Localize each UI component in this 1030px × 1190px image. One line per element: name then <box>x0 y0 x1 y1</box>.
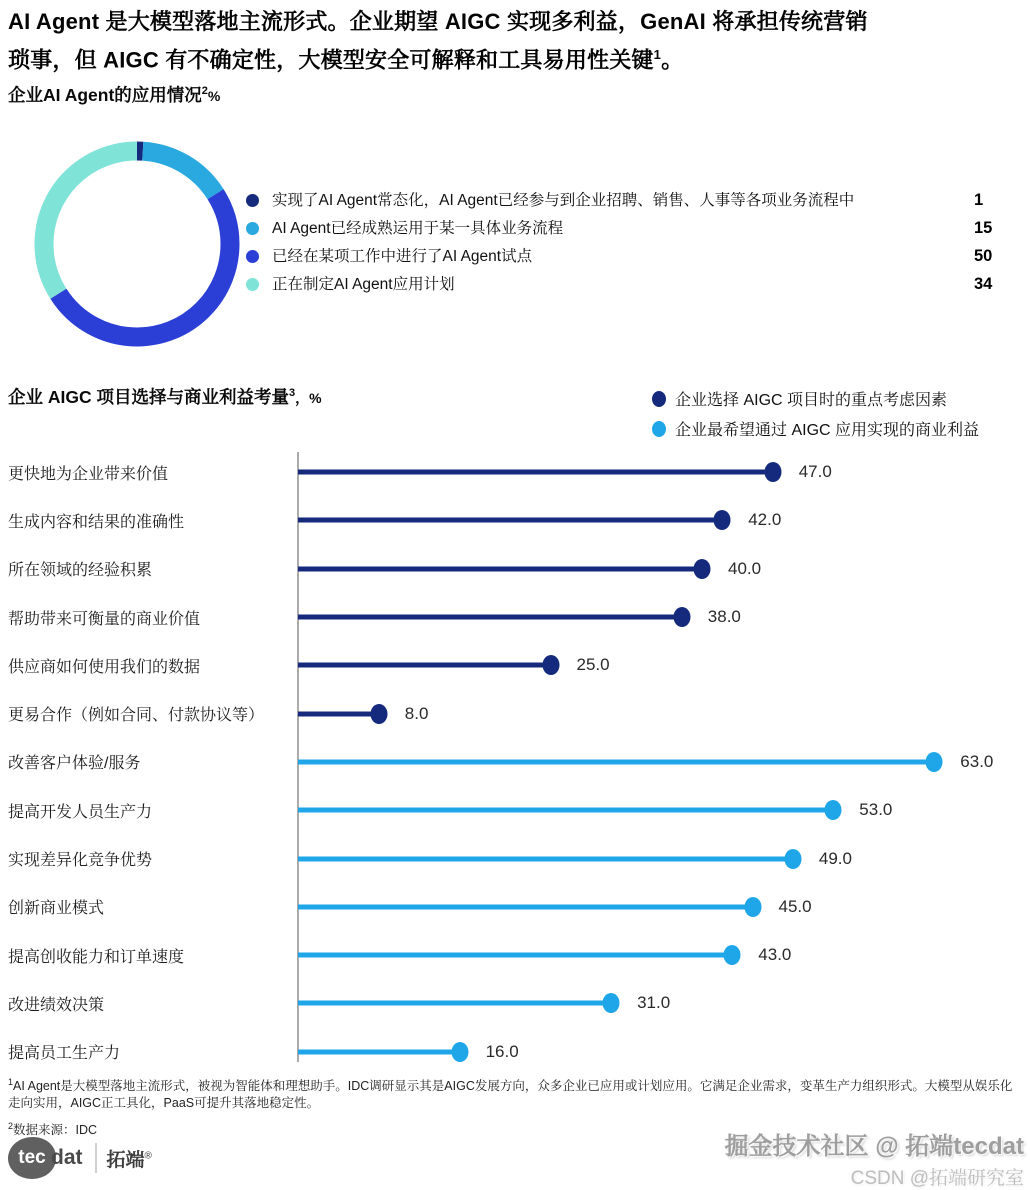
bar-value-label: 45.0 <box>778 896 812 916</box>
bar-chart-row <box>8 1028 1022 1076</box>
donut-legend-item <box>246 275 1004 294</box>
bar-value-label: 16.0 <box>485 1041 519 1061</box>
bar-plot-area <box>298 834 1022 882</box>
lollipop-stem <box>298 1049 460 1054</box>
lollipop-stem <box>298 904 753 909</box>
footnote-1: $^1$AI Agent是大模型落地主流形式，被视为智能体和理想助手。IDC调研显示其是AIGC发展方向，众多企业已应用或计划应用。它满足企业需求，变革生产力组织形式。大模型从娱乐化走向实用，AIGC正工具化，PaaS可提升其落地稳定性。 <box>8 1077 1013 1111</box>
lollipop-stem <box>298 808 833 813</box>
lollipop-dot <box>724 945 741 965</box>
lollipop-dot <box>784 849 801 869</box>
bar-legend-label: 企业选择 AIGC 项目时的重点考虑因素 <box>675 392 948 409</box>
bar-section-heading: 企业 AIGC 项目选择与商业利益考量$^3$，% <box>8 387 322 407</box>
bar-plot-area <box>298 641 1022 689</box>
bar-footnote-ref: 3 <box>288 387 296 400</box>
bar-category-label: 提高员工生产力 <box>8 1045 121 1063</box>
lollipop-dot <box>542 655 559 675</box>
bar-chart-row <box>8 545 1022 593</box>
donut-legend-dot-icon <box>246 250 259 263</box>
lollipop-stem <box>298 615 682 620</box>
lollipop-dot <box>694 559 711 579</box>
bar-category-label: 提高开发人员生产力 <box>8 803 153 821</box>
tecdat-logo <box>8 1137 152 1179</box>
bar-plot-area <box>298 496 1022 544</box>
lollipop-stem <box>298 759 934 764</box>
watermark-line2: CSDN @拓端研究室 <box>850 1168 1024 1189</box>
bar-plot-area <box>298 448 1022 496</box>
bar-plot-area <box>298 883 1022 931</box>
donut-legend-label: 已经在某项工作中进行了AI Agent试点 <box>272 248 533 265</box>
bar-plot-area <box>298 689 1022 737</box>
bar-value-label: 47.0 <box>798 462 832 482</box>
bar-chart-row <box>8 448 1022 496</box>
bar-value-label: 49.0 <box>818 848 852 868</box>
bar-chart-row <box>8 883 1022 931</box>
bar-chart-row <box>8 496 1022 544</box>
page-title-line1: AI Agent 是大模型落地主流形式。企业期望 AIGC 实现多利益，GenAI 将承担传统营销 <box>8 9 868 34</box>
bar-chart-legend <box>652 387 1028 447</box>
donut-legend-dot-icon <box>246 222 259 235</box>
lollipop-dot <box>370 704 387 724</box>
donut-legend-dot-icon <box>246 278 259 291</box>
donut-legend <box>246 191 1004 303</box>
bar-value-label: 38.0 <box>707 607 741 627</box>
donut-chart-wrap <box>31 138 243 350</box>
bar-category-label: 实现差异化竞争优势 <box>8 852 153 870</box>
bar-chart-row <box>8 979 1022 1027</box>
bar-chart-row <box>8 738 1022 786</box>
lollipop-dot <box>673 607 690 627</box>
bar-chart-row <box>8 593 1022 641</box>
bar-category-label: 更易合作（例如合同、付款协议等） <box>8 707 265 725</box>
lollipop-dot <box>714 510 731 530</box>
bar-chart-row <box>8 931 1022 979</box>
lollipop-dot <box>451 1042 468 1062</box>
bar-category-label: 生成内容和结果的准确性 <box>8 513 185 531</box>
tecdat-logo-cn: 拓端® <box>106 1149 152 1171</box>
lollipop-stem <box>298 518 722 523</box>
footnote-2: $^2$数据来源：IDC <box>8 1121 98 1138</box>
donut-legend-label: AI Agent已经成熟运用于某一具体业务流程 <box>272 220 564 237</box>
bar-category-label: 更快地为企业带来价值 <box>8 465 169 483</box>
bar-legend-label: 企业最希望通过 AIGC 应用实现的商业利益 <box>675 422 980 439</box>
donut-legend-value: 15 <box>974 219 993 237</box>
lollipop-stem <box>298 953 732 958</box>
bar-category-label: 改善客户体验/服务 <box>8 755 141 773</box>
donut-section-heading: 企业AI Agent的应用情况$^2$% <box>8 85 221 105</box>
lollipop-dot <box>926 752 943 772</box>
bar-value-label: 40.0 <box>728 558 762 578</box>
bar-plot-area <box>298 1028 1022 1076</box>
bar-category-label: 供应商如何使用我们的数据 <box>8 658 201 676</box>
bar-legend-item <box>652 417 1028 440</box>
bar-legend-dot-icon <box>652 391 666 407</box>
bar-category-label: 所在领域的经验积累 <box>8 562 153 580</box>
donut-legend-label: 实现了AI Agent常态化，AI Agent已经参与到企业招聘、销售、人事等各项业务流程中 <box>272 192 855 209</box>
tecdat-logo-dat: dat <box>51 1146 83 1169</box>
lollipop-dot <box>603 993 620 1013</box>
donut-legend-item <box>246 219 1004 238</box>
bar-legend-item <box>652 387 1028 410</box>
lollipop-dot <box>744 897 761 917</box>
donut-legend-value: 50 <box>974 247 993 265</box>
watermark-line1: 掘金技术社区 @ 拓端tecdat <box>724 1133 1024 1160</box>
bar-value-label: 25.0 <box>576 655 610 675</box>
bar-plot-area <box>298 545 1022 593</box>
title-footnote-ref: 1 <box>653 47 662 62</box>
lollipop-dot <box>764 462 781 482</box>
logo-divider <box>95 1143 97 1173</box>
bar-plot-area <box>298 786 1022 834</box>
bar-legend-dot-icon <box>652 421 666 437</box>
bar-value-label: 43.0 <box>758 945 792 965</box>
bar-value-label: 63.0 <box>960 751 994 771</box>
bar-plot-area <box>298 593 1022 641</box>
bar-chart-row <box>8 834 1022 882</box>
bar-plot-area <box>298 979 1022 1027</box>
bar-category-label: 创新商业模式 <box>8 900 105 918</box>
bar-category-label: 帮助带来可衡量的商业价值 <box>8 610 201 628</box>
bar-category-label: 改进绩效决策 <box>8 996 105 1014</box>
donut-footnote-ref: 2 <box>201 85 208 98</box>
bar-chart-row <box>8 641 1022 689</box>
lollipop-dot <box>825 800 842 820</box>
donut-legend-value: 34 <box>974 275 993 293</box>
donut-legend-item <box>246 247 1004 266</box>
bar-value-label: 31.0 <box>637 993 671 1013</box>
donut-legend-item <box>246 191 1004 210</box>
lollipop-stem <box>298 470 773 475</box>
watermark <box>725 1126 1024 1190</box>
bar-value-label: 42.0 <box>748 510 782 530</box>
bar-plot-area <box>298 738 1022 786</box>
bar-value-label: 53.0 <box>859 800 893 820</box>
page-title-line2: 琐事，但 AIGC 有不确定性，大模型安全可解释和工具易用性关键 <box>8 47 654 73</box>
lollipop-stem <box>298 566 702 571</box>
donut-legend-value: 1 <box>974 191 984 209</box>
tecdat-logo-blob: tec <box>8 1137 56 1179</box>
donut-legend-dot-icon <box>246 194 259 207</box>
bar-chart-row <box>8 689 1022 737</box>
bar-category-label: 提高创收能力和订单速度 <box>8 948 185 966</box>
bar-chart-row <box>8 786 1022 834</box>
page-title: AI Agent 是大模型落地主流形式。企业期望 AIGC 实现多利益，GenAI 将承担传统营销 琐事，但 AIGC 有不确定性，大模型安全可解释和工具易用性关键$^1$。 <box>8 9 868 73</box>
bar-chart-rows <box>8 448 1022 1076</box>
bar-plot-area <box>298 931 1022 979</box>
lollipop-stem <box>298 663 551 668</box>
donut-legend-label: 正在制定AI Agent应用计划 <box>272 276 455 293</box>
lollipop-stem <box>298 856 793 861</box>
lollipop-stem <box>298 1001 611 1006</box>
lollipop-stem <box>298 711 379 716</box>
bar-value-label: 8.0 <box>404 703 429 723</box>
donut-chart <box>31 138 243 350</box>
